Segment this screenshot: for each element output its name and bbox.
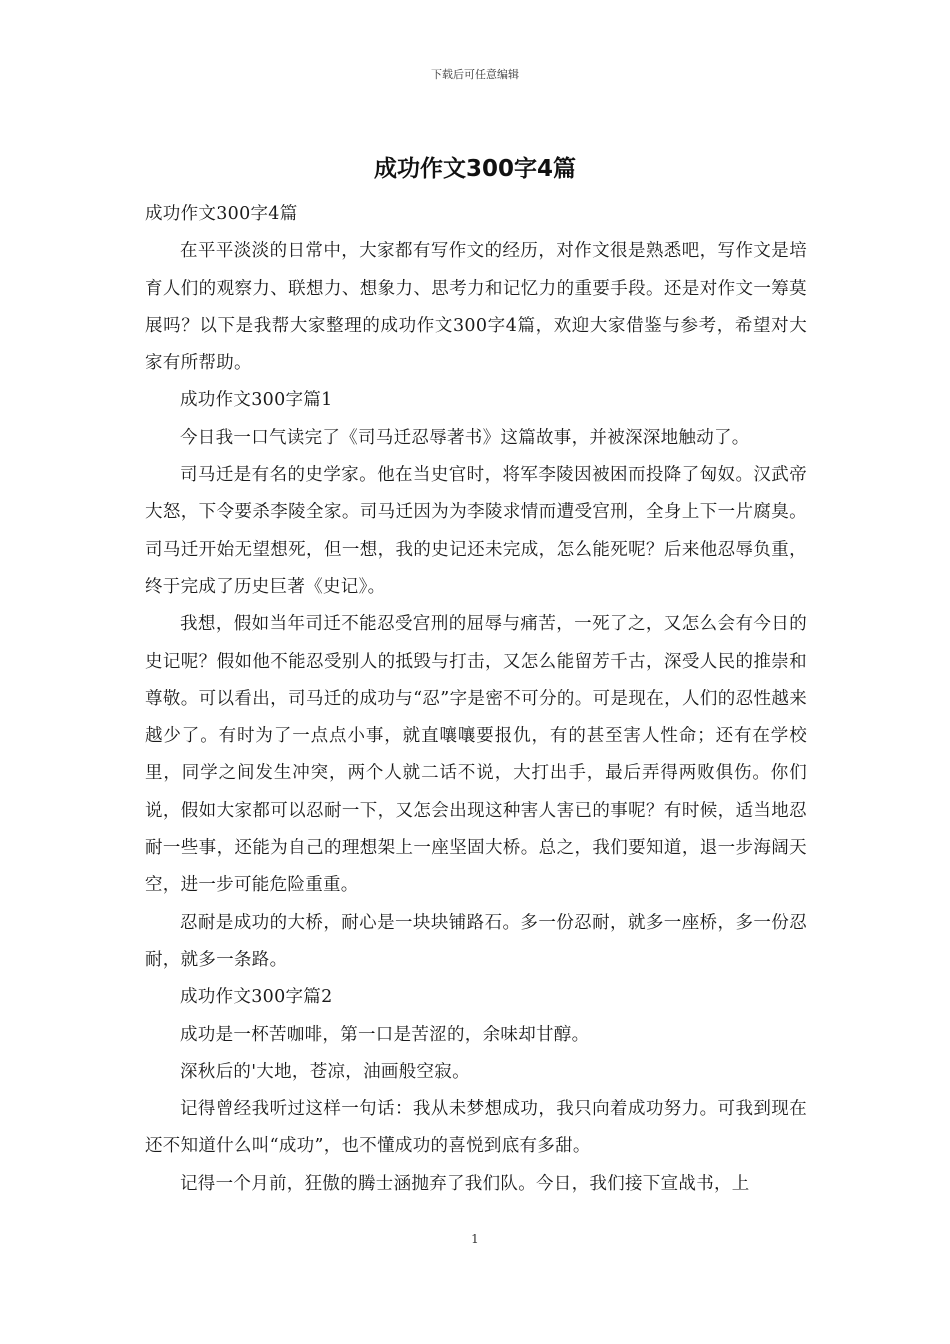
- intro-paragraph: 在平平淡淡的日常中，大家都有写作文的经历，对作文很是熟悉吧，写作文是培育人们的观察力、联想力、想象力、思考力和记忆力的重要手段。还是对作文一筹莫展吗？以下是我帮大家整理的成功作文300字4篇，欢迎大家借鉴与参考，希望对大家有所帮助。: [145, 241, 807, 374]
- paragraph: 记得一个月前，狂傲的腾士涵抛弃了我们队。今日，我们接下宣战书，上: [180, 1173, 750, 1194]
- paragraph: 忍耐是成功的大桥，耐心是一块块铺路石。多一份忍耐，就多一座桥，多一份忍耐，就多一条路。: [145, 912, 807, 970]
- page-header: 下载后可任意编辑: [431, 68, 519, 81]
- document-body: [145, 196, 807, 1203]
- paragraph: 成功是一杯苦咖啡，第一口是苦涩的，余味却甘醇。: [180, 1024, 590, 1045]
- paragraph: 我想，假如当年司迁不能忍受宫刑的屈辱与痛苦，一死了之，又怎么会有今日的史记呢？假如他不能忍受别人的抵毁与打击，又怎么能留芳千古，深受人民的推崇和尊敬。可以看出，司马迁的成功与“忍”字是密不可分的。可是现在，人们的忍性越来越少了。有时为了一点点小事，就直嚷嚷要报仇，有的甚至害人性命；还有在学校里，同学之间发生冲突，两个人就二话不说，大打出手，最后弄得两败俱伤。你们说，假如大家都可以忍耐一下，又怎会出现这种害人害已的事呢？有时候，适当地忍耐一些事，还能为自己的理想架上一座坚固大桥。总之，我们要知道，退一步海阔天空，进一步可能危险重重。: [145, 614, 807, 896]
- document-title: 成功作文300字4篇: [373, 156, 576, 182]
- section-heading-2: 成功作文300字篇2: [180, 987, 333, 1008]
- paragraph: 深秋后的'大地，苍凉，油画般空寂。: [180, 1061, 470, 1082]
- paragraph: 司马迁是有名的史学家。他在当史官时，将军李陵因被困而投降了匈奴。汉武帝大怒，下令要杀李陵全家。司马迁因为为李陵求情而遭受宫刑，全身上下一片腐臭。司马迁开始无望想死，但一想，我的史记还未完成，怎么能死呢？后来他忍辱负重，终于完成了历史巨著《史记》。: [145, 465, 807, 597]
- section-heading-1: 成功作文300字篇1: [180, 390, 333, 411]
- paragraph: 记得曾经我听过这样一句话：我从未梦想成功，我只向着成功努力。可我到现在还不知道什么叫“成功”，也不懂成功的喜悦到底有多甜。: [145, 1099, 807, 1157]
- page-number: 1: [471, 1232, 479, 1246]
- subtitle-line: 成功作文300字4篇: [145, 204, 298, 224]
- paragraph: 今日我一口气读完了《司马迁忍辱著书》这篇故事，并被深深地触动了。: [180, 427, 750, 448]
